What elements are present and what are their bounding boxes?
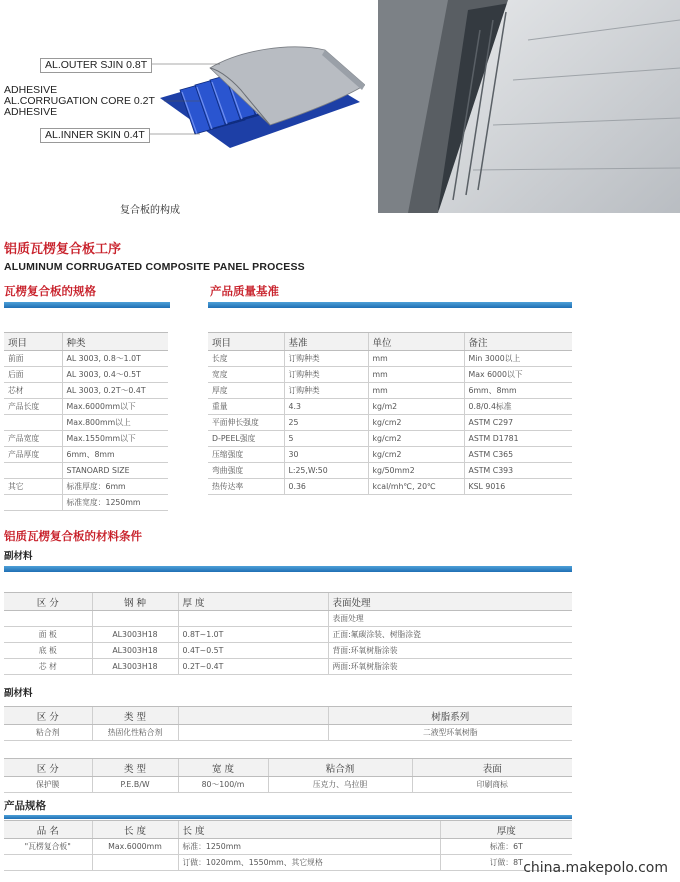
panel-structure-figure <box>0 0 378 215</box>
table-cell: 订购种类 <box>284 383 368 399</box>
label-outer-skin: AL.OUTER SJIN 0.8T <box>40 58 152 73</box>
table-cell: 二液型环氧树脂 <box>328 725 572 741</box>
table-cell <box>178 725 328 741</box>
label-pointer-lines <box>0 0 378 215</box>
table-cell: 标准厚度：6mm <box>62 479 168 495</box>
spec-section-title: 瓦楞复合板的规格 <box>4 284 96 298</box>
table-cell: Max.800mm以上 <box>62 415 168 431</box>
table-header-row <box>4 333 168 351</box>
table-cell: mm <box>368 383 464 399</box>
table-cell: 热传达率 <box>208 479 284 495</box>
label-corrugation-core: AL.CORRUGATION CORE 0.2T <box>4 95 155 107</box>
table-row <box>4 415 168 431</box>
table-cell: D-PEEL强度 <box>208 431 284 447</box>
table-header-cell: 项目 <box>4 333 62 351</box>
table-cell: 6mm、8mm <box>464 383 572 399</box>
table-cell: mm <box>368 351 464 367</box>
table-cell: Min 3000以上 <box>464 351 572 367</box>
table-header-cell: 长 度 <box>178 821 440 839</box>
table-cell: 订做：8T <box>440 855 572 871</box>
table-cell: ASTM C297 <box>464 415 572 431</box>
material-table-3 <box>4 758 572 793</box>
table-cell: 0.36 <box>284 479 368 495</box>
figure-caption: 复合板的构成 <box>120 205 180 216</box>
table-row <box>4 367 168 383</box>
table-cell: 弯曲强度 <box>208 463 284 479</box>
table-cell: KSL 9016 <box>464 479 572 495</box>
table-row <box>208 447 572 463</box>
quality-section-title: 产品质量基准 <box>210 284 279 298</box>
page-title-cn: 铝质瓦楞复合板工序 <box>4 242 122 257</box>
building-facade-photo <box>378 0 680 213</box>
label-inner-skin: AL.INNER SKIN 0.4T <box>40 128 150 143</box>
table-cell: kg/50mm2 <box>368 463 464 479</box>
table-cell: 6mm、8mm <box>62 447 168 463</box>
product-section-title: 产品规格 <box>4 800 46 812</box>
table-row <box>4 463 168 479</box>
table-cell: 30 <box>284 447 368 463</box>
table-cell: Max 6000以下 <box>464 367 572 383</box>
table-header-row <box>4 759 572 777</box>
watermark-text: china.makepolo.com <box>523 860 668 876</box>
table-row <box>208 383 572 399</box>
table-header-row <box>4 707 572 725</box>
table-cell <box>92 611 178 627</box>
product-section-bar <box>4 815 572 819</box>
table-header-cell: 区 分 <box>4 707 92 725</box>
table-cell: 长度 <box>208 351 284 367</box>
table-cell: mm <box>368 367 464 383</box>
quality-section-bar <box>208 302 572 308</box>
table-cell: AL 3003, 0.8～1.0T <box>62 351 168 367</box>
table-header-cell: 单位 <box>368 333 464 351</box>
table-cell: 标准宽度：1250mm <box>62 495 168 511</box>
table-cell: 底 板 <box>4 643 92 659</box>
table-header-row <box>208 333 572 351</box>
table-header-row <box>4 821 572 839</box>
table-cell: 压缩强度 <box>208 447 284 463</box>
table-header-cell: 类 型 <box>92 707 178 725</box>
table-cell: 0.4T~0.5T <box>178 643 328 659</box>
table-row <box>4 495 168 511</box>
table-row <box>4 839 572 855</box>
table-cell: 热固化性粘合剂 <box>92 725 178 741</box>
table-cell: 厚度 <box>208 383 284 399</box>
table-cell: 0.8T~1.0T <box>178 627 328 643</box>
table-cell: 表面处理 <box>328 611 572 627</box>
table-header-cell: 宽 度 <box>178 759 268 777</box>
table-header-cell: 区 分 <box>4 593 92 611</box>
table-cell: AL3003H18 <box>92 627 178 643</box>
table-header-cell: 长 度 <box>92 821 178 839</box>
table-cell: 前面 <box>4 351 62 367</box>
table-cell: 其它 <box>4 479 62 495</box>
table-row <box>208 399 572 415</box>
table-cell: kg/m2 <box>368 399 464 415</box>
table-cell: Max.6000mm以下 <box>62 399 168 415</box>
table-header-cell: 钢 种 <box>92 593 178 611</box>
table-cell: 4.3 <box>284 399 368 415</box>
table-cell <box>4 495 62 511</box>
table-row <box>4 479 168 495</box>
table-row <box>208 351 572 367</box>
table-cell: 5 <box>284 431 368 447</box>
table-cell: 订做：1020mm、1550mm、其它规格 <box>178 855 440 871</box>
table-row <box>4 447 168 463</box>
product-table <box>4 820 572 871</box>
table-header-cell <box>178 707 328 725</box>
table-cell: 压克力、乌拉胆 <box>268 777 412 793</box>
table-header-cell: 种类 <box>62 333 168 351</box>
table-cell: 宽度 <box>208 367 284 383</box>
table-cell: Max.1550mm以下 <box>62 431 168 447</box>
table-row <box>4 431 168 447</box>
table-cell: 订购种类 <box>284 351 368 367</box>
table-cell: AL3003H18 <box>92 659 178 675</box>
table-cell <box>178 611 328 627</box>
table-row <box>208 415 572 431</box>
table-cell: 80～100/m <box>178 777 268 793</box>
table-row <box>4 725 572 741</box>
table-cell: 0.8/0.4标准 <box>464 399 572 415</box>
table-cell: kcal/mh℃, 20℃ <box>368 479 464 495</box>
table-cell: Max.6000mm <box>92 839 178 855</box>
table-row <box>4 659 572 675</box>
table-cell: AL3003H18 <box>92 643 178 659</box>
table-cell: STANOARD SIZE <box>62 463 168 479</box>
material-table-1 <box>4 592 572 675</box>
table-row <box>4 383 168 399</box>
table-row <box>208 367 572 383</box>
table-row <box>4 643 572 659</box>
table-cell: 正面:氟碳涂装、树脂涂瓷 <box>328 627 572 643</box>
table-cell: L:25,W:50 <box>284 463 368 479</box>
table-header-cell: 厚度 <box>440 821 572 839</box>
table-cell: 芯材 <box>4 383 62 399</box>
table-header-cell: 类 型 <box>92 759 178 777</box>
material-table-2 <box>4 706 572 741</box>
table-row <box>208 431 572 447</box>
table-cell: P.E.B/W <box>92 777 178 793</box>
table-header-cell: 基准 <box>284 333 368 351</box>
table-cell: 产品厚度 <box>4 447 62 463</box>
table-cell: kg/cm2 <box>368 415 464 431</box>
table-row <box>4 855 572 871</box>
table-cell: 0.2T~0.4T <box>178 659 328 675</box>
table-header-cell: 备注 <box>464 333 572 351</box>
material-sub-title-1: 副材料 <box>4 551 33 562</box>
table-header-cell: 表面 <box>412 759 572 777</box>
table-header-cell: 树脂系列 <box>328 707 572 725</box>
table-cell <box>4 611 92 627</box>
table-cell: 平面伸长强度 <box>208 415 284 431</box>
table-cell: AL 3003, 0.2T～0.4T <box>62 383 168 399</box>
table-cell: ASTM C365 <box>464 447 572 463</box>
table-header-cell: 区 分 <box>4 759 92 777</box>
material-section-title: 铝质瓦楞复合板的材料条件 <box>4 529 142 543</box>
table-header-row <box>4 593 572 611</box>
table-cell: 芯 材 <box>4 659 92 675</box>
table-cell <box>4 855 92 871</box>
table-cell: 粘合剂 <box>4 725 92 741</box>
table-cell: 订购种类 <box>284 367 368 383</box>
table-cell: 印刷商标 <box>412 777 572 793</box>
table-cell: AL 3003, 0.4～0.5T <box>62 367 168 383</box>
table-row <box>4 777 572 793</box>
table-header-cell: 品 名 <box>4 821 92 839</box>
table-cell: 标准：1250mm <box>178 839 440 855</box>
table-header-cell: 项目 <box>208 333 284 351</box>
table-cell <box>4 415 62 431</box>
table-cell: 产品宽度 <box>4 431 62 447</box>
table-cell: "瓦楞复合板" <box>4 839 92 855</box>
table-cell: 后面 <box>4 367 62 383</box>
table-cell: 重量 <box>208 399 284 415</box>
table-cell <box>92 855 178 871</box>
table-cell: 标准：6T <box>440 839 572 855</box>
table-row <box>4 611 572 627</box>
page-title-en: ALUMINUM CORRUGATED COMPOSITE PANEL PROCESS <box>4 261 305 273</box>
table-cell <box>4 463 62 479</box>
table-cell: 产品长度 <box>4 399 62 415</box>
spec-section-bar <box>4 302 170 308</box>
table-header-cell: 粘合剂 <box>268 759 412 777</box>
table-cell: 25 <box>284 415 368 431</box>
spec-table <box>4 332 168 511</box>
table-row <box>4 627 572 643</box>
table-header-cell: 表面处理 <box>328 593 572 611</box>
material-section-bar <box>4 566 572 572</box>
table-row <box>4 399 168 415</box>
table-cell: 两面:环氧树脂涂装 <box>328 659 572 675</box>
table-header-cell: 厚 度 <box>178 593 328 611</box>
quality-table <box>208 332 572 495</box>
table-cell: kg/cm2 <box>368 431 464 447</box>
table-row <box>208 479 572 495</box>
table-row <box>208 463 572 479</box>
table-cell: ASTM C393 <box>464 463 572 479</box>
material-sub-title-2: 副材料 <box>4 688 33 699</box>
label-adhesive-top: ADHESIVE <box>4 84 58 96</box>
table-cell: 保护膜 <box>4 777 92 793</box>
table-cell: 面 板 <box>4 627 92 643</box>
label-adhesive-bottom: ADHESIVE <box>4 106 58 118</box>
table-cell: 背面:环氧树脂涂装 <box>328 643 572 659</box>
table-cell: kg/cm2 <box>368 447 464 463</box>
table-row <box>4 351 168 367</box>
table-cell: ASTM D1781 <box>464 431 572 447</box>
